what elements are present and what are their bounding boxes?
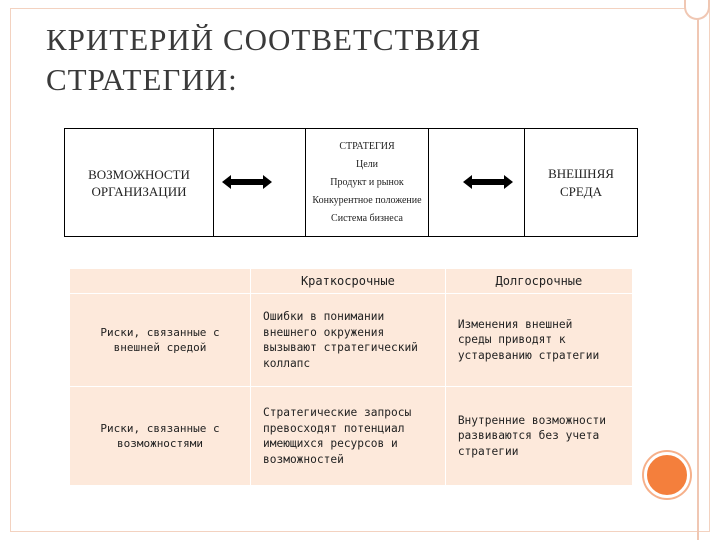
cell-line: Риски, связанные с [100,326,220,339]
cell-line: Внутренние возможности [457,413,606,427]
title-line-2: СТРАТЕГИИ: [46,62,238,97]
cell-line: устареванию стратегии [457,348,600,362]
cell-line: Изменения внешней [457,317,573,331]
cell-line: возможностями [116,437,204,450]
decorative-line [697,0,699,540]
cell-line: Риски, связанные с [100,422,220,435]
cell-line: стратегии [457,444,519,458]
row-label-cell [70,294,251,387]
table-header-row [70,269,633,294]
cell-line: превосходят потенциал [263,421,405,435]
decorative-circle-bottom [644,452,690,498]
strategy-item: Конкурентное положение [312,195,422,206]
cell-line: Ошибки в понимании [263,310,385,323]
cell-line: развиваются без учета [457,429,600,443]
slide-title [46,20,646,100]
short-term-cell [251,294,446,387]
strategy-item: Система бизнеса [331,213,403,224]
cell-line: Стратегические запросы [263,406,412,419]
box-text: ОРГАНИЗАЦИИ [91,183,187,199]
short-term-cell [251,387,446,486]
long-term-cell [445,294,632,387]
strategy-title: СТРАТЕГИЯ [339,141,395,152]
box-text: ВНЕШНЯЯ [548,165,614,181]
box-text: СРЕДА [559,183,603,199]
cell-line: возможностей [263,452,344,466]
table-row [70,387,633,486]
organization-capabilities-box [65,129,214,236]
header-cell-empty [70,269,251,294]
external-environment-box [524,129,637,236]
strategy-diagram [64,128,638,237]
long-term-cell [445,387,632,486]
double-arrow-icon [222,173,272,191]
title-line-1: КРИТЕРИЙ СООТВЕТСТВИЯ [46,22,482,57]
cell-line: внешней средой [113,341,207,354]
header-cell-short-term: Краткосрочные [251,269,446,294]
row-label-cell [70,387,251,486]
cell-line: среды приводят к [457,333,566,347]
cell-line: коллапс [263,356,311,370]
risk-table [69,268,633,486]
strategy-box [305,129,429,236]
header-cell-long-term: Долгосрочные [445,269,632,294]
double-arrow-icon [463,173,513,191]
cell-line: имеющихся ресурсов и [263,437,398,450]
box-text: ВОЗМОЖНОСТИ [88,166,190,182]
strategy-item: Цели [355,159,378,170]
cell-line: вызывают стратегический [263,341,418,354]
cell-line: внешнего окружения [263,325,385,339]
strategy-item: Продукт и рынок [330,177,404,188]
table-row [70,294,633,387]
